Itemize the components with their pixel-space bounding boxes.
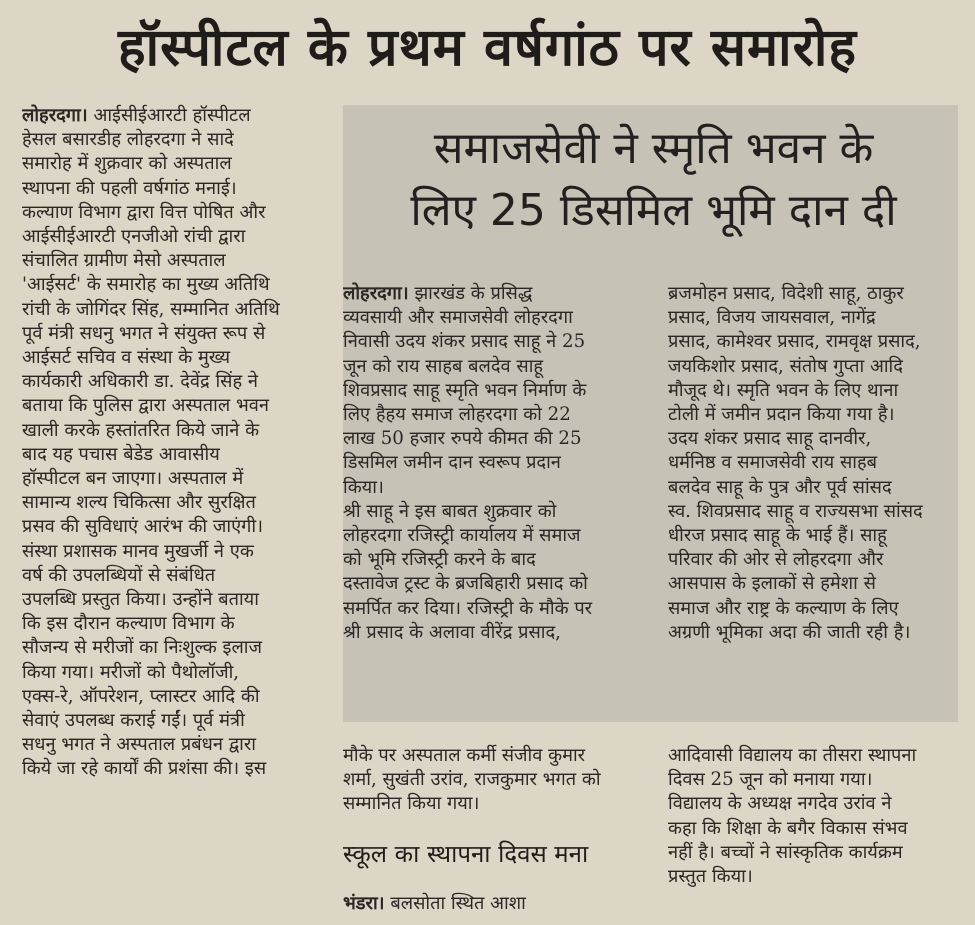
article-line: आसपास के इलाकों से हमेशा से [668,573,876,595]
article-line: व्यवसायी और समाजसेवी लोहरदगा [343,307,573,329]
article-line: धीरज प्रसाद साहू के भाई हैं। साहू [668,525,887,547]
article-line: जयकिशोर प्रसाद, संतोष गुप्ता आदि [668,355,903,377]
article-line: लोहरदगा। झारखंड के प्रसिद्ध [343,283,533,304]
article-line: ब्रजमोहन प्रसाद, विदेशी साहू, ठाकुर [668,283,904,304]
article-line: भंडरा। बलसोता स्थित आशा [343,893,526,914]
article-line: शर्मा, सुखंती उरांव, राजकुमार भगत को [343,769,601,791]
article-line: शिवप्रसाद साहू स्मृति भवन निर्माण के [343,379,587,401]
article-line: कल्याण विभाग द्वारा वित्त पोषित और [22,201,266,223]
article-line: मौजूद थे। स्मृति भवन के लिए थाना [668,379,899,401]
article-line: सौजन्य से मरीजों का निःशुल्क इलाज [22,637,263,659]
article-line: प्रसव की सुविधाएं आरंभ की जाएंगी। [22,516,264,538]
article-line: पूर्व मंत्री सधनु भगत ने संयुक्त रूप से [22,322,266,344]
article-line: दिवस 25 जून को मनाया गया। [668,769,873,791]
school-article-headline: स्कूल का स्थापना दिवस मना [343,840,589,868]
article-line: लाख 50 हजार रुपये कीमत की 25 [343,428,582,450]
article-line: किये जा रहे कार्यों की प्रशंसा की। इस [22,758,267,780]
article-line: सेवाएं उपलब्ध कराई गईं। पूर्व मंत्री [22,710,245,732]
article-line: आईसीईआरटी एनजीओ रांची द्वारा [22,226,246,248]
article-line: किया गया। मरीजों को पैथोलॉजी, [22,661,240,683]
headline-line: समाजसेवी ने स्मृति भवन के [433,123,874,174]
headline-line: लिए 25 डिसमिल भूमि दान दी [410,185,897,236]
article-line: टोली में जमीन प्रदान किया गया है। [668,404,895,426]
dateline: लोहरदगा। [343,283,409,304]
school-article-body-start [343,892,635,916]
article-line: समाज और राष्ट्र के कल्याण के लिए [668,597,899,619]
hospital-article-continued [343,744,635,817]
article-line: धर्मनिष्ठ व समाजसेवी राय साहब [668,452,878,474]
article-line: आईसर्ट सचिव व संस्था के मुख्य [22,347,231,369]
article-line: विद्यालय के अध्यक्ष नगदेव उरांव ने [668,793,892,815]
article-line: हॉस्पीटल बन जाएगा। अस्पताल में [22,468,244,490]
article-line: श्री प्रसाद के अलावा वीरेंद्र प्रसाद, [343,621,561,643]
article-line: जून को राय साहब बलदेव साहू [343,355,544,377]
article-line: सामान्य शल्य चिकित्सा और सुरक्षित [22,492,256,514]
article-line: बताया कि पुलिस द्वारा अस्पताल भवन [22,395,269,417]
article-line: रांची के जोगिंदर सिंह, सम्मानित अतिथि [22,298,280,320]
article-line: परिवार की ओर से लोहरदगा और [668,549,884,571]
article-line: डिसमिल जमीन दान स्वरूप प्रदान [343,452,561,474]
dateline: भंडरा। [343,893,385,914]
article-line: संस्था प्रशासक मानव मुखर्जी ने एक [22,540,254,562]
hospital-article-body [22,104,314,782]
article-line: लिए हैहय समाज लोहरदगा को 22 [343,404,571,426]
article-line: आदिवासी विद्यालय का तीसरा स्थापना [668,745,917,766]
school-article-body [668,744,956,889]
article-line: निवासी उदय शंकर प्रसाद साहू ने 25 [343,331,586,353]
article-line: बलदेव साहू के पुत्र और पूर्व सांसद [668,476,892,498]
article-line: मौके पर अस्पताल कर्मी संजीव कुमार [343,745,586,766]
land-donation-body-left [343,282,635,645]
article-line: श्री साहू ने इस बाबत शुक्रवार को [343,500,557,522]
article-line: प्रस्तुत किया। [668,866,753,888]
article-line: खाली करके हस्तांतरित किये जाने के [22,419,260,441]
article-line: प्रसाद, कामेश्वर प्रसाद, रामवृक्ष प्रसाद, [668,331,921,353]
dateline: लोहरदगा। [22,105,88,126]
article-line: 'आईसर्ट' के समारोह का मुख्य अतिथि [22,274,270,296]
article-line: किया। [343,476,384,498]
article-line: उदय शंकर प्रसाद साहू दानवीर, [668,428,872,450]
article-line: एक्स-रे, ऑपरेशन, प्लास्टर आदि की [22,685,260,707]
article-line: नहीं है। बच्चों ने सांस्कृतिक कार्यक्रम [668,841,903,863]
article-line: स्व. शिवप्रसाद साहू व राज्यसभा सांसद [668,500,923,522]
article-line: सम्मानित किया गया। [343,793,480,815]
article-line: को भूमि रजिस्ट्री करने के बाद [343,549,536,571]
article-line: दस्तावेज ट्रस्ट के ब्रजबिहारी प्रसाद को [343,573,588,595]
land-donation-headline [356,118,951,242]
article-line: उपलब्धि प्रस्तुत किया। उन्होंने बताया [22,589,259,611]
land-donation-body-right [668,282,956,645]
article-line: बाद यह पचास बेडेड आवासीय [22,443,220,465]
article-line: समारोह में शुक्रवार को अस्पताल [22,153,232,175]
article-line: समर्पित कर दिया। रजिस्ट्री के मौके पर [343,597,593,619]
article-line: हेसल बसारडीह लोहरदगा ने सादे [22,129,234,151]
article-line: कार्यकारी अधिकारी डा. देवेंद्र सिंह ने [22,371,258,393]
article-line: संचालित ग्रामीण मेसो अस्पताल [22,250,226,272]
article-line: कहा कि शिक्षा के बगैर विकास संभव [668,817,908,839]
main-headline: हॉस्पीटल के प्रथम वर्षगांठ पर समारोह [118,18,857,78]
article-line: अग्रणी भूमिका अदा की जाती रही है। [668,621,911,643]
article-line: लोहरदगा रजिस्ट्री कार्यालय में समाज [343,525,581,547]
article-line: लोहरदगा। आईसीईआरटी हॉस्पीटल [22,105,251,126]
article-line: कि इस दौरान कल्याण विभाग के [22,613,235,635]
article-line: प्रसाद, विजय जायसवाल, नागेंद्र [668,307,876,329]
article-line: वर्ष की उपलब्धियों से संबंधित [22,564,216,586]
article-line: स्थापना की पहली वर्षगांठ मनाई। [22,177,237,199]
article-line: सधनु भगत ने अस्पताल प्रबंधन द्वारा [22,734,257,756]
